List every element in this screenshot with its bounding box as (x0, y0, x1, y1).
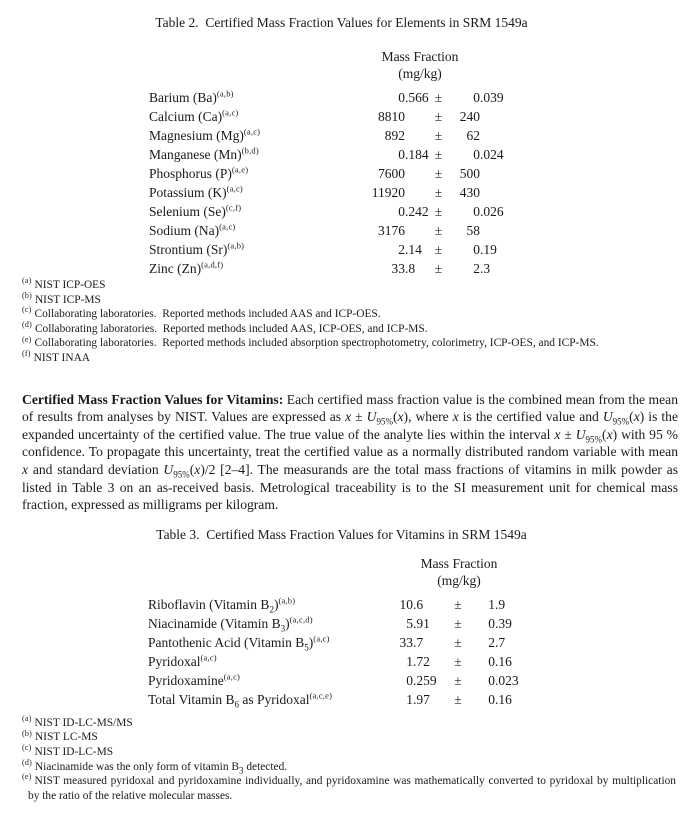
text-segment: ( (629, 409, 634, 425)
footnote (22, 290, 676, 308)
value-int: 892 (384, 128, 405, 143)
table-row (148, 633, 530, 652)
plus-minus-symbol: ± (454, 634, 462, 650)
plus-minus-symbol: ± (434, 261, 443, 276)
uncertainty-frac: .3 (480, 261, 491, 276)
footnote-marker: (e) (22, 772, 32, 782)
footnote (22, 351, 676, 366)
uncertainty-int: 2 (473, 261, 480, 276)
value-int: 11920 (371, 185, 405, 200)
table-row (149, 126, 510, 145)
analyte-label (148, 595, 363, 614)
analyte-label (149, 107, 355, 126)
footnote-marker: (b) (22, 728, 32, 738)
text-segment: ( (392, 409, 398, 425)
analyte-name: Potassium (K) (149, 185, 227, 200)
table-row (149, 164, 510, 183)
value-int: 33 (399, 634, 413, 650)
footnote-marker: (e) (22, 334, 32, 344)
value-int: 7600 (378, 166, 405, 181)
plus-minus-symbol: ± (434, 185, 443, 200)
footnote-text: NIST ICP-OES (34, 279, 106, 291)
text-segment: U (163, 461, 174, 477)
footnote-marker: (a) (22, 276, 32, 286)
plus-minus-symbol: ± (454, 596, 462, 612)
footnote-text: NIST ID-LC-MS (34, 745, 114, 758)
text-segment: 95% (612, 416, 630, 427)
footnote (22, 319, 676, 337)
units-header: (mg/kg) (437, 572, 481, 588)
analyte-label (149, 164, 355, 183)
analyte-name: Pantothenic Acid (Vitamin $B_5$) (148, 634, 314, 653)
text-segment: ) is the expanded uncertainty of the certified value. The true value of the analyte lies within the interval (22, 409, 678, 442)
spacer-cell (149, 48, 355, 65)
uncertainty-int: 0 (473, 147, 480, 162)
analyte-label (149, 240, 355, 259)
uncertainty-frac (480, 107, 510, 126)
uncertainty-int: 58 (466, 223, 480, 238)
footnote-ref: (a,d,f) (201, 259, 224, 270)
mass-fraction-header: Mass Fraction (420, 555, 498, 571)
analyte-name: Sodium (Na) (149, 223, 220, 238)
text-segment: ± (560, 426, 576, 442)
mass-fraction-header: Mass Fraction (381, 49, 459, 64)
table2-footnotes (22, 278, 676, 366)
plus-minus-symbol: ± (434, 109, 443, 124)
value-frac: .6 (413, 596, 424, 612)
analyte-name: Zinc (Zn) (149, 261, 202, 276)
footnote-text: NIST ICP-MS (34, 293, 101, 306)
footnote-ref: (a,c,d) (289, 614, 313, 625)
text-segment: x (606, 426, 613, 442)
analyte-name: Phosphorus (P) (149, 166, 232, 181)
uncertainty-frac: .39 (495, 615, 512, 631)
table3-header-row2 (148, 572, 530, 595)
uncertainty-int: 0 (473, 242, 480, 257)
text-segment: 95% (173, 469, 190, 480)
uncertainty-frac: .19 (480, 242, 497, 257)
plus-minus-symbol: ± (454, 615, 462, 631)
analyte-label (148, 633, 363, 652)
plus-minus-symbol: ± (434, 166, 443, 181)
value-int: 10 (399, 596, 413, 612)
text-segment: is the certified value and (458, 409, 603, 425)
table-row (148, 652, 530, 671)
text-segment: Certified Mass Fraction Values for Vitamins: (22, 391, 284, 407)
footnote-marker: (a) (22, 713, 32, 723)
text-segment: U (602, 409, 613, 425)
footnote (22, 745, 676, 760)
value-frac (405, 107, 432, 126)
footnote-ref: (a,b) (216, 88, 234, 99)
text-segment: )/2 [2–4]. The measurands are the total mass fractions of vitamins in milk powder as listed in Table 3 on an as-received basis. Metrological traceability is to the SI measurement unit for chemical mass fraction, expressed as milligrams per kilogram. (22, 461, 678, 513)
plus-minus-symbol: ± (434, 147, 443, 162)
table-row (149, 183, 510, 202)
value-int: 0 (398, 147, 405, 162)
footnote-ref: (a,e) (231, 164, 249, 175)
value-int: 8810 (378, 109, 405, 124)
uncertainty-frac: .16 (495, 691, 512, 707)
table-row (149, 202, 510, 221)
value-int: 33 (391, 261, 405, 276)
footnote-ref: (a,c) (223, 671, 241, 682)
text-segment: x (554, 426, 561, 442)
text-segment: and standard deviation (28, 461, 164, 477)
footnote-ref: (a,c) (200, 652, 217, 663)
footnote (22, 336, 676, 351)
value-int: 1 (406, 653, 413, 669)
text-segment: x (194, 461, 201, 477)
footnote-text: NIST ID-LC-MS/MS (34, 716, 133, 729)
footnote (22, 730, 676, 745)
value-frac (405, 183, 432, 202)
analyte-name: Niacinamide (Vitamin $B_3$) (148, 615, 290, 634)
table-row (149, 259, 510, 278)
value-frac (405, 221, 432, 240)
footnote-ref: (a,b) (227, 240, 245, 251)
analyte-label (149, 183, 355, 202)
table3-title: Table 3. Certified Mass Fraction Values for Vitamins in SRM 1549a (156, 526, 527, 542)
certificate-page (0, 14, 683, 820)
value-int: 0 (398, 90, 405, 105)
table-row (149, 240, 510, 259)
uncertainty-frac (480, 183, 510, 202)
text-segment: x (633, 409, 640, 425)
text-segment: ( (189, 461, 195, 477)
analyte-name: Manganese (Mn) (149, 147, 242, 162)
value-frac: .184 (405, 147, 429, 162)
table2-header-row1 (149, 48, 510, 65)
plus-minus-symbol: ± (434, 90, 443, 105)
plus-minus-symbol: ± (434, 204, 443, 219)
footnote-text: NIST measured pyridoxal and pyridoxamine individually, and pyridoxamine was mathematically converted to pyridoxal by multiplication by the ratio of the relative molecular masses. (28, 775, 679, 802)
value-frac: .97 (413, 691, 430, 707)
value-frac (405, 126, 432, 145)
plus-minus-symbol: ± (454, 691, 462, 707)
analyte-name: Selenium (Se) (149, 204, 226, 219)
value-frac: .91 (413, 615, 430, 631)
table-row (149, 221, 510, 240)
uncertainty-frac: .7 (495, 634, 506, 650)
table2-body (149, 88, 510, 278)
text-segment: x (345, 409, 352, 425)
plus-minus-symbol: ± (454, 672, 462, 688)
uncertainty-int: 500 (459, 166, 480, 181)
uncertainty-frac: .026 (480, 204, 504, 219)
uncertainty-int: 240 (459, 109, 480, 124)
uncertainty-frac: .039 (480, 90, 504, 105)
value-int: 0 (398, 204, 405, 219)
uncertainty-frac (480, 164, 510, 183)
table3-footnotes (22, 713, 679, 804)
uncertainty-int: 0 (488, 653, 495, 669)
uncertainty-int: 0 (473, 204, 480, 219)
uncertainty-int: 62 (466, 128, 480, 143)
uncertainty-int: 0 (488, 615, 495, 631)
analyte-name: Pyridoxamine (148, 672, 224, 688)
uncertainty-frac: .024 (480, 147, 504, 162)
uncertainty-int: 0 (488, 672, 495, 688)
footnote-ref: (a,b) (278, 595, 296, 606)
footnote-marker: (b) (22, 290, 32, 300)
table2-title: Table 2. Certified Mass Fraction Values for Elements in SRM 1549a (155, 15, 528, 30)
footnote-text: Niacinamide was the only form of vitamin $B_3$ detected. (34, 760, 288, 775)
analyte-label (149, 88, 355, 107)
analyte-label (148, 652, 363, 671)
footnote (22, 772, 679, 803)
table3 (148, 555, 530, 709)
value-frac: .8 (405, 261, 416, 276)
text-segment: ( (602, 426, 607, 442)
spacer-cell (149, 65, 355, 88)
footnote-ref: (a,c) (219, 221, 236, 232)
value-int: 0 (406, 672, 413, 688)
footnote-ref: (c,f) (225, 202, 242, 213)
value-frac: .566 (405, 90, 429, 105)
footnote (22, 278, 676, 293)
plus-minus-symbol: ± (434, 128, 443, 143)
text-segment: ), where (403, 409, 453, 425)
footnote-ref: (a,c) (222, 107, 239, 118)
analyte-label (148, 614, 363, 633)
footnote-ref: (a,c) (313, 633, 330, 644)
analyte-label (149, 221, 355, 240)
footnote-marker: (f) (22, 349, 31, 359)
table-row (148, 614, 530, 633)
footnote-ref: (a,c,e) (309, 690, 333, 701)
value-frac: .7 (413, 634, 424, 650)
analyte-label (149, 259, 355, 278)
table3-body (148, 595, 530, 709)
footnote-text: Collaborating laboratories. Reported methods included AAS, ICP-OES, and ICP-MS. (34, 322, 428, 335)
analyte-name: Barium (Ba) (149, 90, 217, 105)
value-int: 5 (406, 615, 413, 631)
footnote-text: Collaborating laboratories. Reported methods included absorption spectrophotometry, colorimetry, ICP-OES, and ICP-MS. (34, 337, 599, 350)
value-int: 1 (406, 691, 413, 707)
text-segment: 95% (376, 416, 393, 427)
text-segment: x (452, 409, 459, 425)
table-row (148, 595, 530, 614)
text-segment: U (366, 409, 377, 425)
table-row (149, 107, 510, 126)
text-segment: x (397, 409, 404, 425)
table-row (148, 671, 530, 690)
text-segment: x (22, 461, 29, 477)
footnote-ref: (b,d) (241, 145, 259, 156)
table-row (149, 88, 510, 107)
analyte-name: Strontium (Sr) (149, 242, 228, 257)
analyte-label (149, 145, 355, 164)
footnote-text: Collaborating laboratories. Reported methods included AAS and ICP-OES. (34, 308, 381, 321)
analyte-name: Riboflavin (Vitamin $B_2$) (148, 596, 279, 615)
footnote-marker: (c) (22, 743, 32, 753)
spacer-cell (148, 555, 363, 572)
footnote-text: NIST LC-MS (34, 731, 98, 744)
table-row (149, 145, 510, 164)
text-segment: ± (351, 409, 367, 425)
uncertainty-frac: .16 (495, 653, 512, 669)
plus-minus-symbol: ± (434, 242, 443, 257)
text-segment: Each certified mass fraction value is the combined mean from the mean of results from analyses by NIST. Values are expressed as (22, 391, 678, 425)
footnote-text: NIST INAA (33, 351, 91, 364)
analyte-label (148, 690, 363, 709)
value-int: 2 (398, 242, 405, 257)
uncertainty-frac: .9 (495, 596, 506, 612)
footnote (22, 757, 676, 775)
plus-minus-symbol: ± (434, 223, 443, 238)
footnote-marker: (d) (22, 757, 32, 767)
uncertainty-frac: .023 (495, 672, 519, 688)
analyte-name: Total Vitamin $B_6$ as Pyridoxal (148, 691, 310, 710)
vitamins-paragraph (22, 391, 678, 514)
uncertainty-frac (480, 221, 510, 240)
footnote (22, 713, 676, 731)
value-int: 3176 (378, 223, 405, 238)
table2-header-row2 (149, 65, 510, 88)
text-segment: U (575, 426, 586, 442)
table2 (149, 48, 510, 278)
uncertainty-int: 0 (488, 691, 495, 707)
uncertainty-int: 430 (459, 185, 480, 200)
footnote-marker: (d) (22, 319, 32, 329)
value-frac: .72 (413, 653, 430, 669)
analyte-name: Magnesium (Mg) (149, 128, 244, 143)
uncertainty-int: 0 (473, 90, 480, 105)
uncertainty-frac (480, 126, 510, 145)
value-frac (405, 164, 432, 183)
text-segment: ) with 95 % confidence. To propagate this uncertainty, treat the certified value as a normally distributed random variable with mean (22, 426, 678, 460)
units-header: (mg/kg) (398, 66, 442, 81)
uncertainty-int: 2 (488, 634, 495, 650)
analyte-name: Pyridoxal (148, 653, 201, 669)
analyte-label (148, 671, 363, 690)
analyte-name: Calcium (Ca) (149, 109, 223, 124)
footnote (22, 307, 676, 322)
plus-minus-symbol: ± (454, 653, 462, 669)
table-row (148, 690, 530, 709)
value-frac: .259 (413, 672, 437, 688)
text-segment: 95% (585, 434, 603, 445)
value-frac: .242 (405, 204, 429, 219)
footnote-marker: (c) (22, 305, 32, 315)
footnote-ref: (a,c) (226, 183, 243, 194)
spacer-cell (148, 572, 363, 595)
uncertainty-int: 1 (488, 596, 495, 612)
analyte-label (149, 126, 355, 145)
footnote-ref: (a,c) (243, 126, 261, 137)
analyte-label (149, 202, 355, 221)
value-frac: .14 (405, 242, 422, 257)
table3-header-row1 (148, 555, 530, 572)
